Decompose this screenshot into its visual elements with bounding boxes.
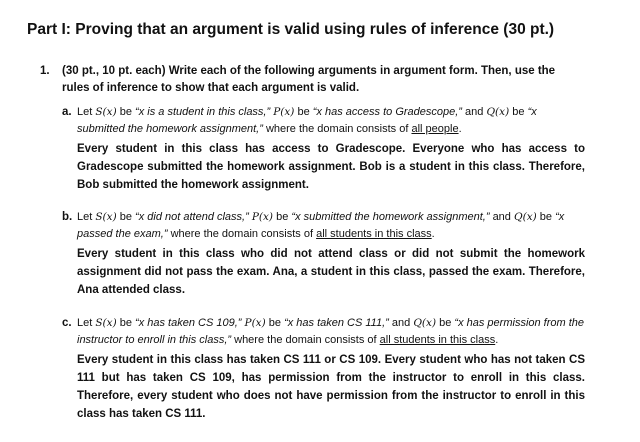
part-a-be-1: be — [119, 106, 132, 118]
part-a-p-description: “x has access to Gradescope,” — [312, 106, 462, 118]
part-c-intro — [77, 315, 585, 349]
part-a-be-3: be — [512, 106, 525, 118]
part-b-and: and — [492, 211, 511, 223]
part-b-argument: Every student in this class who did not attend class or did not submit the homework assignment did not pass the exam. Ana, a student in this class, passed the exam. Therefore, Ana attended class. — [77, 248, 585, 296]
part-a-argument: Every student in this class has access to Gradescope. Everyone who has access to Gradescope submitted the homework assignment. Bob is a student in this class. Therefore, Bob submitted the homework assignment. — [77, 143, 585, 191]
part-c-s-predicate: S(x) — [95, 317, 117, 329]
part-c-be-3: be — [439, 317, 452, 329]
part-a-intro — [77, 104, 585, 138]
question-text: (30 pt., 10 pt. each) Write each of the following arguments in argument form. Then, use the rules of inference to show that each argument is valid. — [62, 65, 556, 94]
part-b-p-description: “x submitted the homework assignment,” — [291, 211, 490, 223]
part-a-q-description: “x submitted the homework assignment,” — [77, 106, 537, 135]
part-a-p-predicate: P(x) — [273, 106, 295, 118]
part-b-q-predicate: Q(x) — [513, 211, 537, 223]
part-a-q-predicate: Q(x) — [486, 106, 510, 118]
part-b-domain-text: where the domain consists of — [170, 228, 314, 240]
part-b-period: . — [431, 228, 435, 240]
part-c-let: Let — [77, 317, 93, 329]
part-a-label: a. — [62, 106, 72, 118]
part-b-s-predicate: S(x) — [95, 211, 117, 223]
part-c-s-description: “x has taken CS 109,” — [135, 317, 242, 329]
part-a-s-predicate: S(x) — [95, 106, 117, 118]
part-b-intro — [77, 209, 585, 243]
part-b-be-3: be — [539, 211, 553, 223]
part-a-domain: all people — [411, 123, 459, 135]
part-b-label: b. — [62, 211, 73, 223]
part-a-period: . — [458, 123, 462, 135]
part-b-q-description: “x passed the exam,” — [77, 211, 565, 240]
part-b-s-description: “x did not attend class,” — [135, 211, 249, 223]
part-b-be-2: be — [276, 211, 289, 223]
part-b-domain: all students in this class — [316, 228, 432, 240]
part-c-be-1: be — [119, 317, 132, 329]
part-a-be-2: be — [297, 106, 310, 118]
part-c-and: and — [391, 317, 411, 329]
question-number: 1. — [40, 65, 50, 77]
part-a-domain-text: where the domain consists of — [265, 123, 409, 135]
part-c-q-description: “x has permission from the instructor to enroll in this class,” — [77, 317, 585, 346]
part-c-q-predicate: Q(x) — [413, 317, 437, 329]
part-c-label: c. — [62, 317, 72, 329]
part-c-period: . — [495, 334, 499, 346]
section-heading: Part I: Proving that an argument is valid using rules of inference (30 pt.) — [27, 21, 555, 38]
part-b-let: Let — [77, 211, 93, 223]
part-c-p-description: “x has taken CS 111,” — [284, 317, 389, 329]
part-c-be-2: be — [268, 317, 281, 329]
part-b-p-predicate: P(x) — [251, 211, 274, 223]
part-c-domain: all students in this class — [379, 334, 496, 346]
part-b-be-1: be — [119, 211, 132, 223]
part-a-and: and — [465, 106, 484, 118]
part-a-s-description: “x is a student in this class,” — [135, 106, 271, 118]
part-c-domain-text: where the domain consists of — [234, 334, 377, 346]
part-c-argument: Every student in this class has taken CS 111 or CS 109. Every student who has not taken CS 111 but has taken CS 109, has permission from the instructor to enroll in this class. Therefore, every student who does not have permission from the instructor to enroll in this class has taken CS 111. — [77, 354, 585, 420]
part-c-p-predicate: P(x) — [244, 317, 266, 329]
part-a-let: Let — [77, 106, 93, 118]
